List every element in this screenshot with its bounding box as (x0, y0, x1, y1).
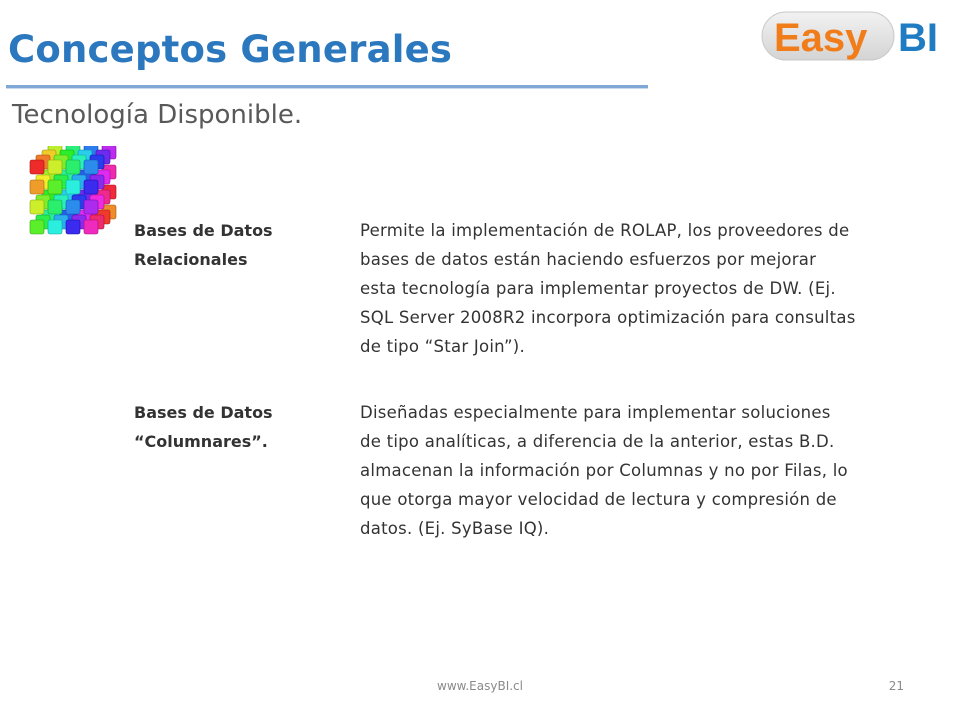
cube-cell (30, 160, 44, 174)
cube-cell (30, 180, 44, 194)
description-columnar-databases (360, 398, 935, 543)
footer-url[interactable]: www.EasyBI.cl (437, 679, 523, 693)
cube-cell (84, 220, 98, 234)
term-line: Bases de Datos (134, 221, 273, 240)
description-line: datos. (Ej. SyBase IQ). (360, 519, 550, 538)
term-line: Bases de Datos (134, 403, 273, 422)
cube-cell (84, 200, 98, 214)
title-rule (6, 85, 648, 89)
description-line: Diseñadas especialmente para implementar soluciones (360, 403, 831, 422)
slide-subtitle: Tecnología Disponible. (12, 100, 303, 130)
term-line: Relacionales (134, 250, 248, 269)
page-number: 21 (888, 679, 904, 693)
description-line: almacenan la información por Columnas y no por Filas, lo (360, 461, 848, 480)
cube-cell (30, 200, 44, 214)
cube-cell (48, 200, 62, 214)
cube-cell (66, 220, 80, 234)
logo-text-easy: Easy (774, 16, 868, 60)
logo-text-bi: BI (898, 16, 938, 60)
term-line: “Columnares”. (134, 432, 268, 451)
description-line: de tipo “Star Join”). (360, 337, 525, 356)
cube-cell (66, 180, 80, 194)
slide-title: Conceptos Generales (8, 28, 453, 71)
term-columnar-databases (134, 398, 334, 456)
cube-cell (48, 180, 62, 194)
easybi-logo (760, 6, 950, 66)
description-line: Permite la implementación de ROLAP, los proveedores de (360, 221, 850, 240)
cube-cell (48, 220, 62, 234)
description-line: que otorga mayor velocidad de lectura y compresión de (360, 490, 837, 509)
description-line: SQL Server 2008R2 incorpora optimización para consultas (360, 308, 856, 327)
cube-cell (30, 220, 44, 234)
description-line: bases de datos están haciendo esfuerzos por mejorar (360, 250, 817, 269)
cube-cell (66, 200, 80, 214)
cube-cell (84, 180, 98, 194)
multicolor-data-cube-icon (20, 146, 120, 256)
cube-cell (66, 160, 80, 174)
description-relational-databases (360, 216, 935, 361)
description-line: esta tecnología para implementar proyectos de DW. (Ej. (360, 279, 836, 298)
cube-cell (84, 160, 98, 174)
description-line: de tipo analíticas, a diferencia de la anterior, estas B.D. (360, 432, 835, 451)
term-relational-databases (134, 216, 334, 274)
cube-cell (48, 160, 62, 174)
